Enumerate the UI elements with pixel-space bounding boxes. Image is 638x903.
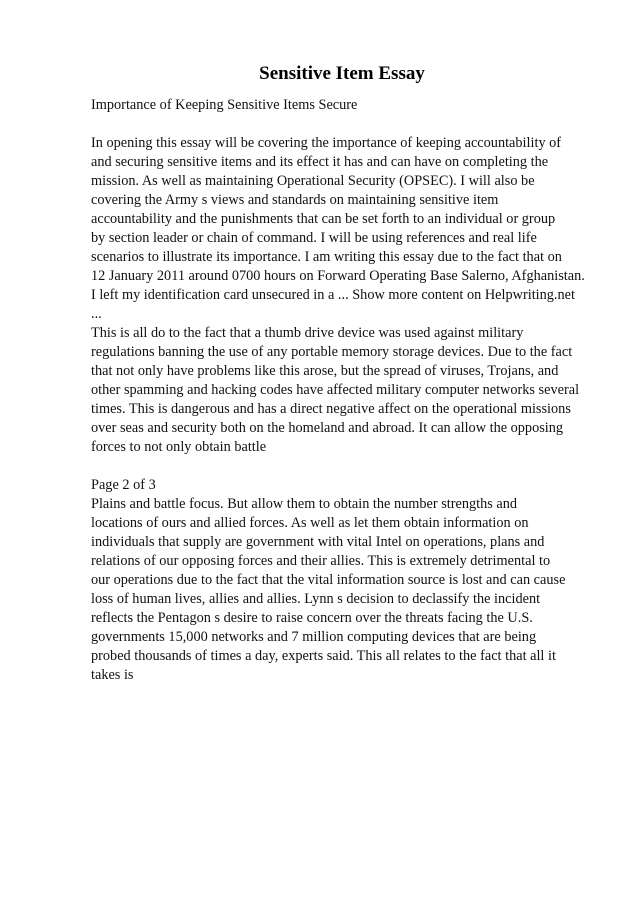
text-line: loss of human lives, allies and allies. Lynn s decision to declassify the incident bbox=[91, 591, 541, 607]
text-line: governments 15,000 networks and 7 million computing devices that are being bbox=[91, 629, 537, 645]
text-line: probed thousands of times a day, experts said. This all relates to the fact that all it bbox=[91, 648, 556, 664]
text-line: over seas and security both on the homeland and abroad. It can allow the opposing bbox=[91, 420, 564, 436]
text-line: mission. As well as maintaining Operational Security (OPSEC). I will also be bbox=[91, 173, 535, 189]
text-line: forces to not only obtain battle bbox=[91, 439, 267, 455]
paragraph-2 bbox=[91, 324, 611, 457]
text-line: locations of ours and allied forces. As well as let them obtain information on bbox=[91, 515, 529, 531]
text-line: Plains and battle focus. But allow them to obtain the number strengths and bbox=[91, 496, 518, 512]
text-line: covering the Army s views and standards on maintaining sensitive item bbox=[91, 192, 499, 208]
text-line: relations of our opposing forces and their allies. This is extremely detrimental to bbox=[91, 553, 551, 569]
spacer bbox=[91, 457, 611, 476]
text-line: by section leader or chain of command. I will be using references and real life bbox=[91, 230, 537, 246]
document-subtitle: Importance of Keeping Sensitive Items Secure bbox=[91, 97, 358, 113]
document-title: Sensitive Item Essay bbox=[259, 63, 425, 84]
text-line: our operations due to the fact that the vital information source is lost and can cause bbox=[91, 572, 566, 588]
text-line: reflects the Pentagon s desire to raise concern over the threats facing the U.S. bbox=[91, 610, 533, 626]
text-line: 12 January 2011 around 0700 hours on Forward Operating Base Salerno, Afghanistan. bbox=[91, 268, 585, 284]
text-line: times. This is dangerous and has a direct negative affect on the operational missions bbox=[91, 401, 571, 417]
page-marker: Page 2 of 3 bbox=[91, 477, 156, 493]
text-line: ... bbox=[91, 306, 102, 322]
paragraph-3 bbox=[91, 495, 611, 685]
text-line: other spamming and hacking codes have affected military computer networks several bbox=[91, 382, 580, 398]
text-line: This is all do to the fact that a thumb drive device was used against military bbox=[91, 325, 524, 341]
text-line: and securing sensitive items and its effect it has and can have on completing the bbox=[91, 154, 549, 170]
text-line: I left my identification card unsecured in a ... Show more content on Helpwriting.net bbox=[91, 287, 575, 303]
text-line: scenarios to illustrate its importance. I am writing this essay due to the fact that on bbox=[91, 249, 562, 265]
text-line: In opening this essay will be covering the importance of keeping accountability of bbox=[91, 135, 562, 151]
text-line: regulations banning the use of any portable memory storage devices. Due to the fact bbox=[91, 344, 573, 360]
document-body bbox=[91, 96, 611, 685]
text-line: individuals that supply are government with vital Intel on operations, plans and bbox=[91, 534, 545, 550]
paragraph-1 bbox=[91, 134, 611, 324]
text-line: takes is bbox=[91, 667, 134, 683]
text-line: that not only have problems like this arose, but the spread of viruses, Trojans, and bbox=[91, 363, 559, 379]
text-line: accountability and the punishments that can be set forth to an individual or group bbox=[91, 211, 556, 227]
spacer bbox=[91, 115, 611, 134]
